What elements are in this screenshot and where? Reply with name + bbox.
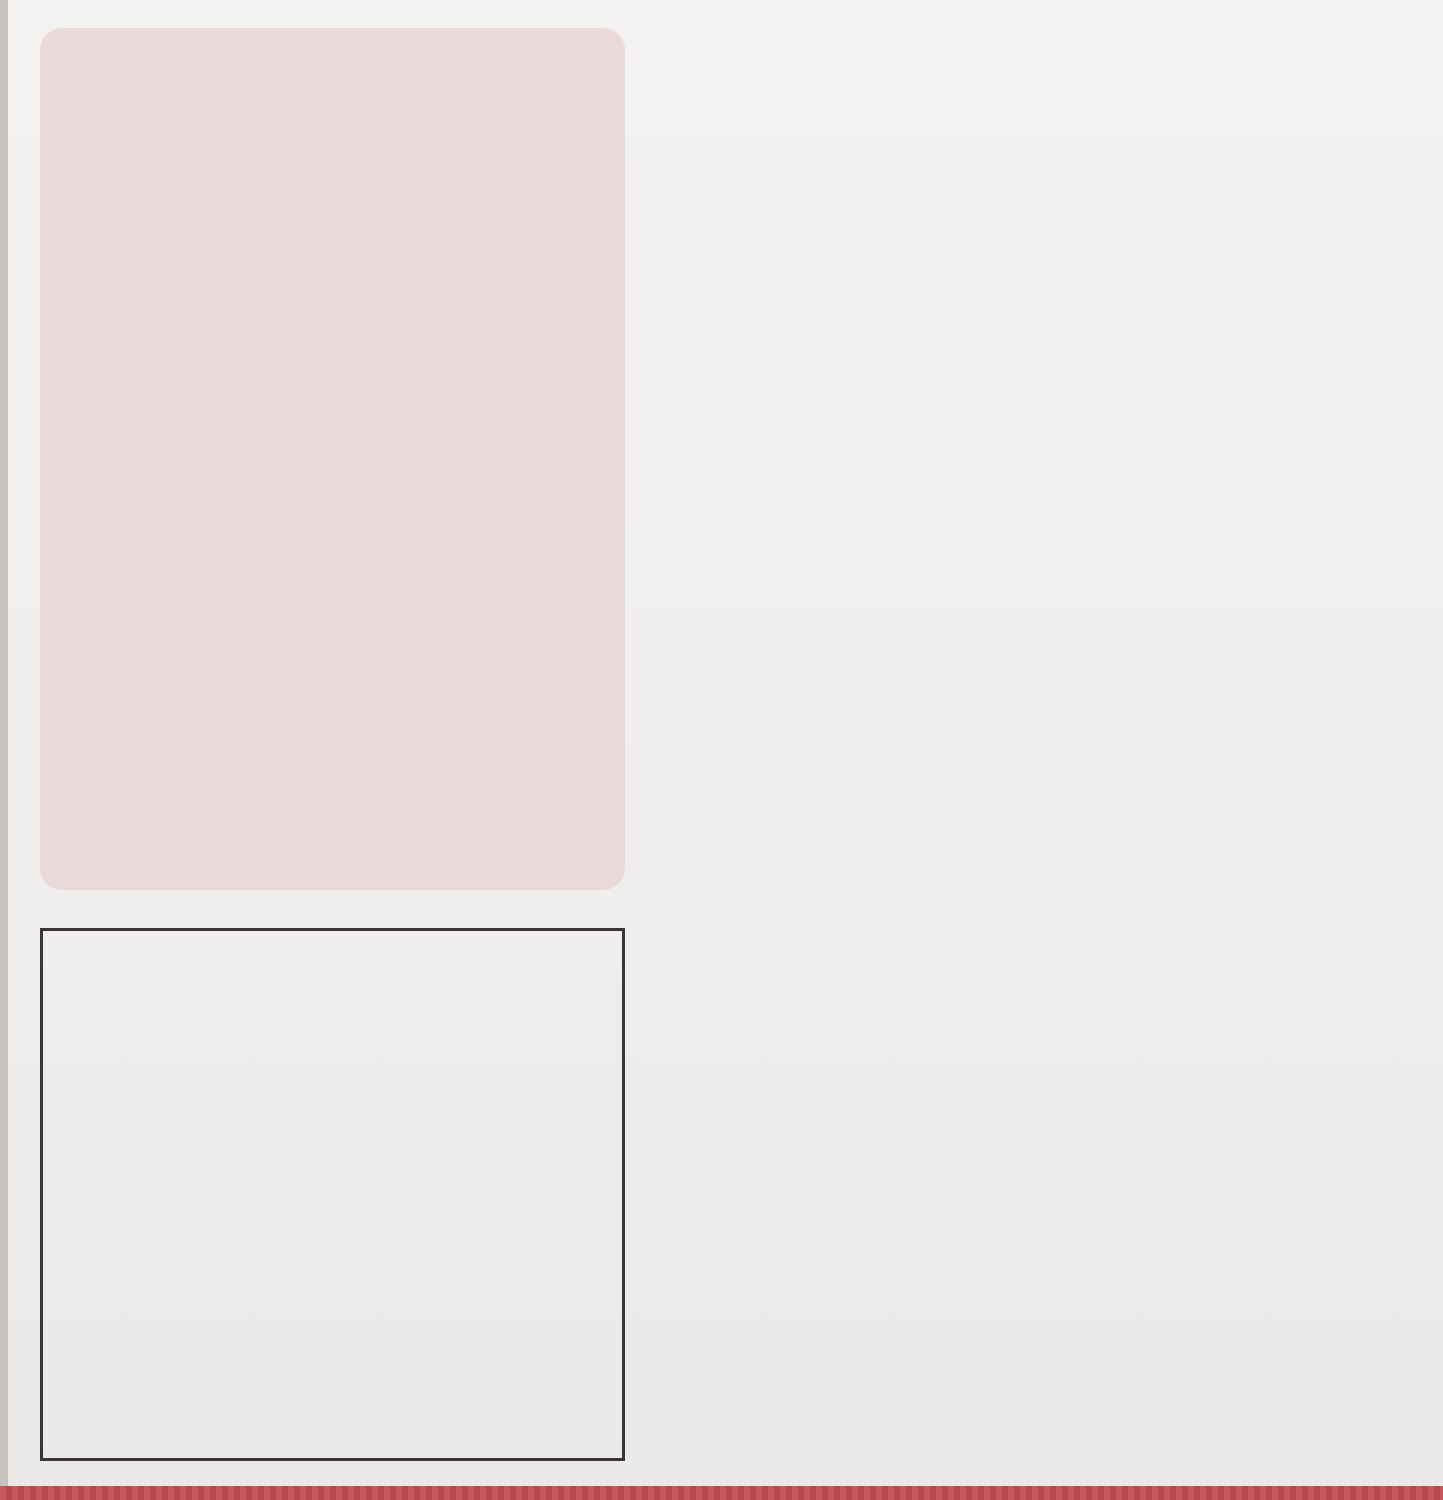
- history-text-area: [720, 24, 1440, 1484]
- annual-events-box: [40, 28, 625, 890]
- page-edge: [0, 0, 8, 1500]
- decorative-border: [0, 1486, 1443, 1500]
- subsidiary-shrines-box: [40, 928, 625, 1461]
